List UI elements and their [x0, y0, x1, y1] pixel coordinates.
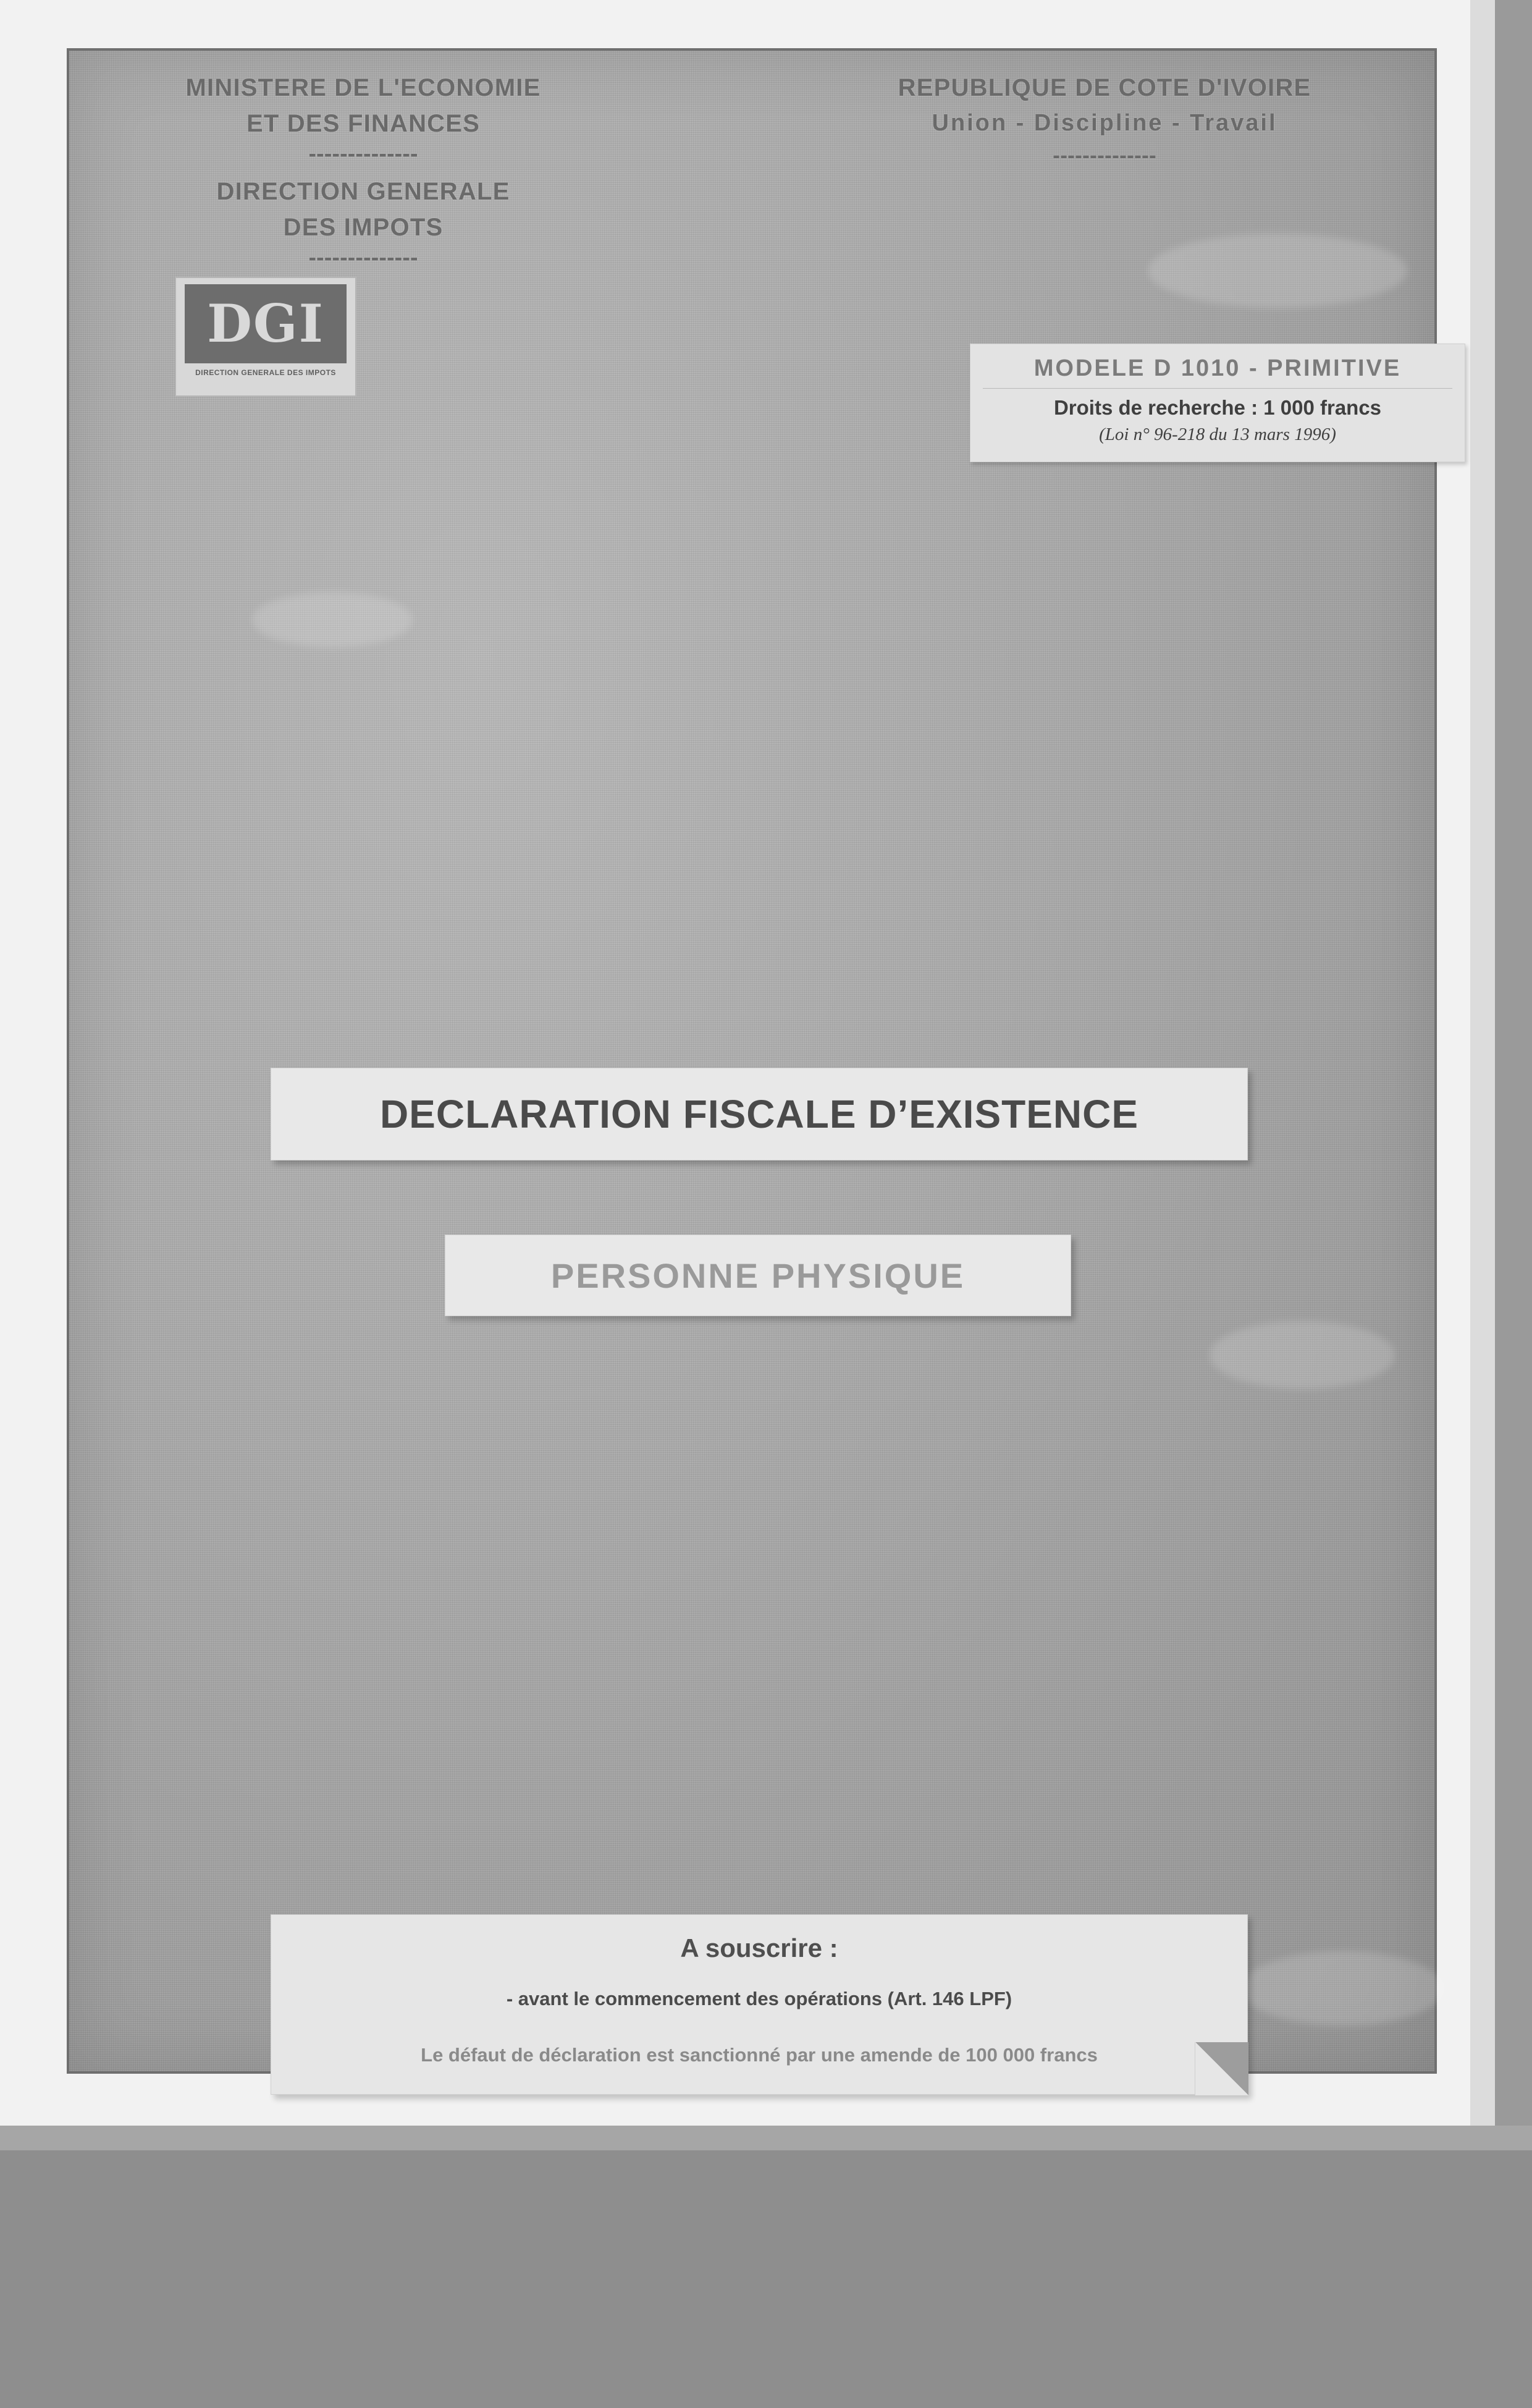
notice-heading: A souscrire : [680, 1933, 838, 1962]
dgi-logo-icon [185, 284, 347, 363]
tax-form-cover-page [67, 48, 1437, 2074]
dgi-logo-caption: DIRECTION GENERALE DES IMPOTS [195, 368, 336, 377]
legal-reference: (Loi n° 96-218 du 13 mars 1996) [1099, 425, 1336, 444]
scan-artifact [252, 592, 413, 648]
document-subtitle-plate [445, 1235, 1071, 1316]
document-main-title-plate [271, 1068, 1248, 1160]
dgi-logo [175, 277, 356, 397]
document-subtitle: PERSONNE PHYSIQUE [550, 1256, 966, 1295]
ministry-divider-2: -------------- [308, 245, 418, 271]
directorate-line-1: DIRECTION GENERALE [216, 178, 510, 205]
directorate-line-2: DES IMPOTS [283, 214, 444, 241]
ministry-line-2: ET DES FINANCES [246, 110, 481, 137]
motto-line: Union - Discipline - Travail [932, 110, 1277, 136]
scan-artifact [1148, 234, 1407, 308]
subscription-notice-box [271, 1914, 1248, 2095]
scan-right-dark-edge [1495, 0, 1532, 2126]
notice-penalty: Le défaut de déclaration est sanctionné par une amende de 100 000 francs [421, 2044, 1098, 2066]
republic-divider: -------------- [1053, 142, 1156, 167]
model-reference-box [970, 344, 1465, 462]
republic-line: REPUBLIQUE DE COTE D'IVOIRE [898, 74, 1311, 101]
page-curl-decoration [1195, 2042, 1248, 2095]
search-fee-label: Droits de recherche : 1 000 francs [1053, 396, 1382, 419]
model-box-divider [983, 388, 1452, 389]
notice-condition: - avant le commencement des opérations (Art. 146 LPF) [506, 1988, 1012, 2009]
scan-right-light-edge [1470, 0, 1495, 2126]
dgi-logo-letters: DGI [207, 293, 324, 354]
ministry-line-1: MINISTERE DE L'ECONOMIE [185, 74, 541, 101]
scan-bottom-band [0, 2126, 1532, 2408]
ministry-divider-1: -------------- [308, 141, 418, 167]
scan-artifact [1240, 1951, 1444, 2026]
document-main-title: DECLARATION FISCALE D’EXISTENCE [379, 1092, 1139, 1136]
scan-artifact [1210, 1321, 1395, 1389]
model-number: MODELE D 1010 - PRIMITIVE [1033, 355, 1402, 381]
